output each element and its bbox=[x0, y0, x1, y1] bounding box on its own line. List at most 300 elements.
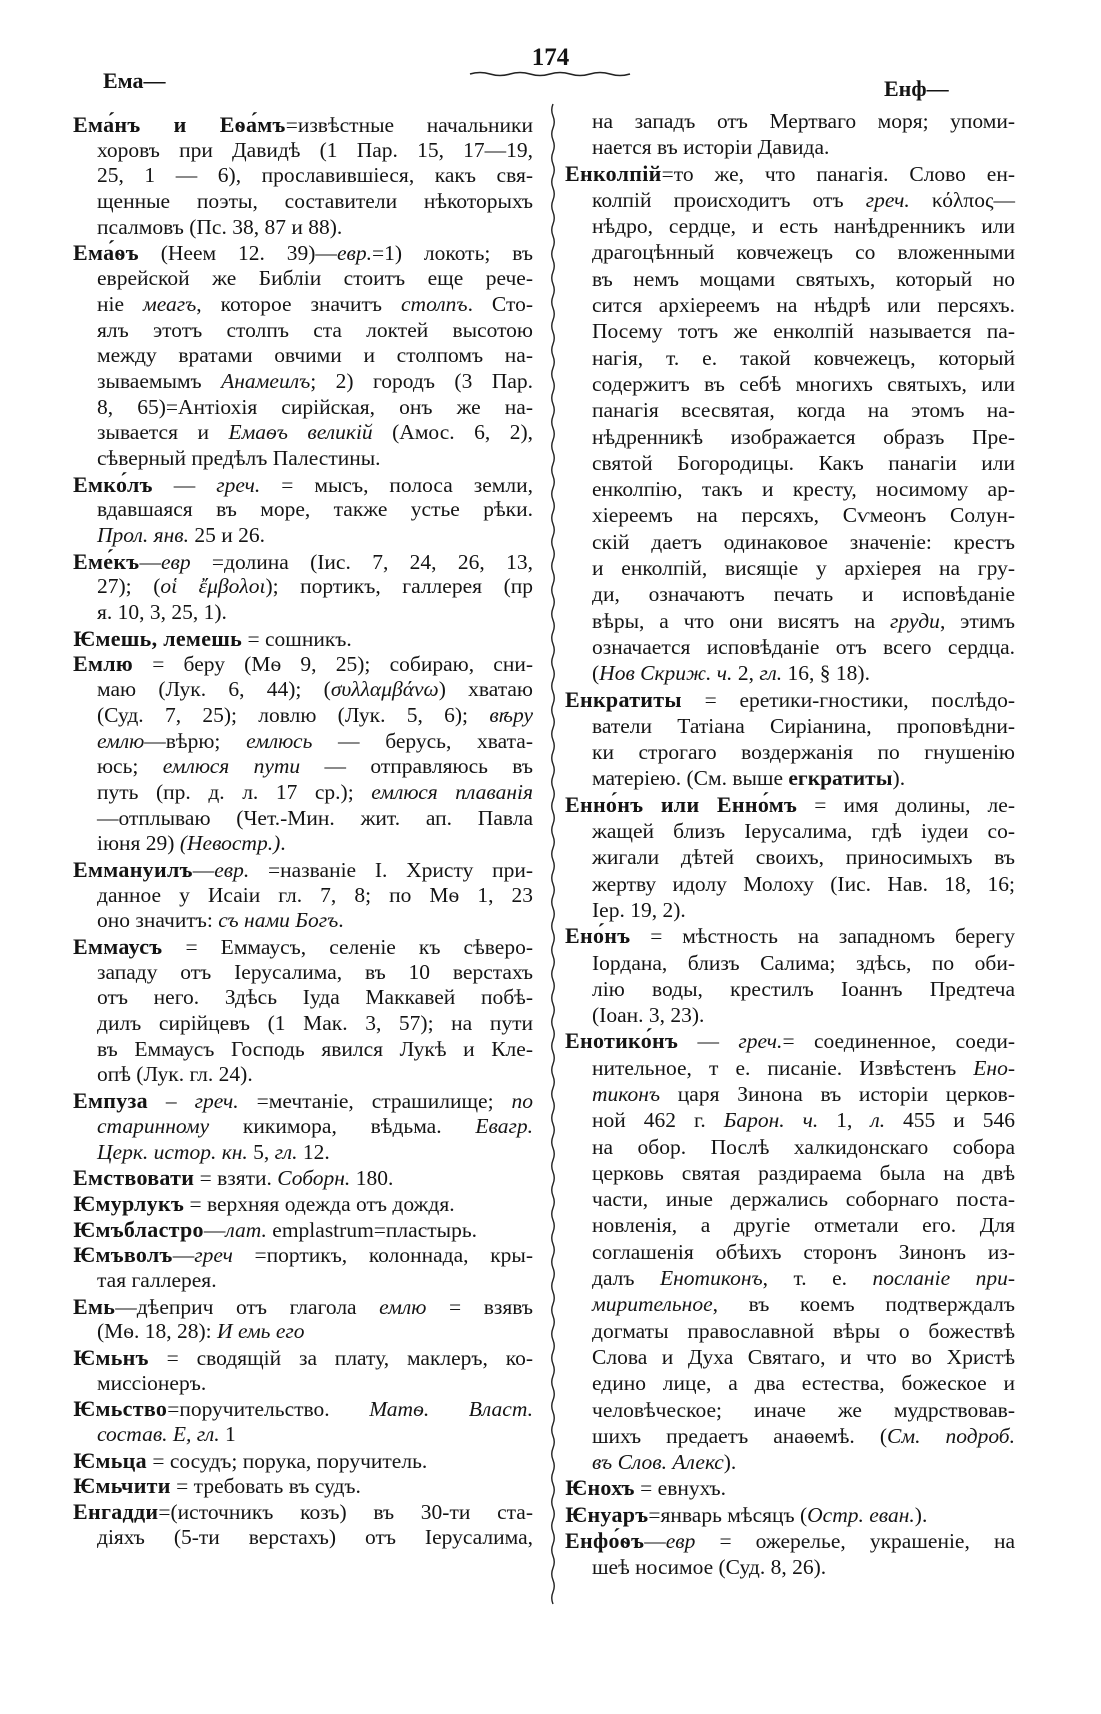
entry-text: въ Еммаусъ Господь явился Лукѣ и Кле- bbox=[97, 1036, 533, 1061]
entry-line bbox=[73, 1448, 533, 1474]
entry-line bbox=[565, 108, 1015, 134]
italic-text: емлюся плаванія bbox=[371, 779, 533, 804]
entry-text: царя Зинона въ исторіи церков- bbox=[660, 1081, 1015, 1106]
italic-text: греч. bbox=[865, 187, 910, 212]
entry-text: зываемымъ bbox=[97, 368, 222, 393]
entry-text: ной 462 г. bbox=[592, 1108, 724, 1133]
entry-text: = сводящій за плату, маклеръ, ко- bbox=[148, 1346, 533, 1370]
entry-text: 27); ( bbox=[97, 574, 161, 599]
dictionary-entry bbox=[73, 857, 533, 934]
entry-line bbox=[565, 266, 1015, 292]
entry-line bbox=[73, 1294, 533, 1320]
entry-text: ). bbox=[892, 766, 906, 791]
entry-text: кикимора, вѣдьма. bbox=[209, 1113, 476, 1138]
entry-text: въ немъ мощами святыхъ, который но bbox=[592, 266, 1015, 291]
entry-text: , въ коемъ подтверждалъ bbox=[712, 1292, 1015, 1317]
entry-line bbox=[565, 1055, 1015, 1081]
entry-line bbox=[565, 1528, 1015, 1554]
entry-line bbox=[565, 1423, 1015, 1449]
entry-text: — bbox=[192, 857, 215, 882]
running-head-left: Ема— bbox=[103, 68, 166, 93]
entry-text: (Суд. 7, 25); ловлю (Лук. 5, 6); bbox=[97, 702, 490, 727]
entry-line bbox=[73, 549, 533, 575]
entry-text: —отплываю (Чет.-Мин. жит. ап. Павла bbox=[97, 805, 533, 830]
entry-text: на западъ отъ Мертваго моря; упоми- bbox=[592, 109, 1015, 133]
headword: Ѥмурлукъ bbox=[73, 1190, 185, 1216]
entry-line bbox=[565, 1212, 1015, 1238]
entry-text: = требовать въ судъ. bbox=[170, 1474, 361, 1499]
entry-text: . Сто- bbox=[467, 291, 533, 316]
entry-line bbox=[73, 138, 533, 164]
entry-text: 180. bbox=[350, 1166, 394, 1191]
entry-text: маю (Лук. 6, 44); ( bbox=[97, 677, 331, 702]
dictionary-entry bbox=[73, 1396, 533, 1447]
entry-line bbox=[73, 343, 533, 369]
entry-text: = взявъ bbox=[426, 1294, 533, 1319]
entry-line bbox=[73, 1268, 533, 1294]
entry-text: ); портикъ, галлерея (пр bbox=[265, 574, 534, 599]
entry-text: =(источникъ козъ) въ 30-ти ста- bbox=[158, 1500, 533, 1525]
entry-text: = беру (Мѳ 9, 25); собираю, сни- bbox=[133, 652, 533, 677]
headword: Еммаусъ bbox=[73, 934, 163, 959]
entry-line bbox=[565, 581, 1015, 607]
entry-text: миссіонеръ. bbox=[97, 1370, 207, 1395]
entry-text: скій даетъ одинаковое значеніе: крестъ bbox=[592, 529, 1015, 554]
entry-text: отъ него. Здѣсь Іуда Маккавей побѣ- bbox=[97, 985, 533, 1010]
entry-text: щенные поэты, составители нѣкоторыхъ bbox=[97, 189, 533, 214]
entry-text: шеѣ носимое (Суд. 8, 26). bbox=[592, 1555, 827, 1580]
entry-line bbox=[73, 780, 533, 806]
entry-text: ватели Татіана Сиріанина, проповѣдни- bbox=[592, 713, 1015, 738]
entry-line bbox=[565, 1370, 1015, 1396]
entry-text: юсь; bbox=[97, 754, 163, 779]
italic-text: Емаѳъ великій bbox=[228, 420, 373, 445]
entry-text: =долина (Іис. 7, 24, 26, 13, bbox=[190, 549, 533, 574]
dictionary-entry bbox=[73, 472, 533, 549]
entry-line bbox=[73, 1242, 533, 1268]
entry-line bbox=[565, 424, 1015, 450]
entry-text: — bbox=[139, 549, 161, 574]
entry-text: ялъ этотъ столпъ ста локтей высотою bbox=[97, 317, 533, 342]
entry-line bbox=[73, 1499, 533, 1525]
entry-line bbox=[565, 1186, 1015, 1212]
entry-text: 1 bbox=[219, 1422, 236, 1447]
entry-line bbox=[73, 985, 533, 1011]
entry-text: — bbox=[203, 1217, 226, 1242]
entry-line bbox=[565, 397, 1015, 423]
italic-text: греч. bbox=[738, 1029, 783, 1054]
entry-line bbox=[565, 345, 1015, 371]
dictionary-entry bbox=[73, 1088, 533, 1165]
entry-line bbox=[73, 1319, 533, 1345]
entry-text: —вѣрю; bbox=[144, 728, 247, 753]
entry-line bbox=[565, 1081, 1015, 1107]
dictionary-entry bbox=[565, 1528, 1015, 1581]
italic-text: посланіе при- bbox=[872, 1266, 1015, 1291]
italic-text: И емь его bbox=[217, 1319, 305, 1344]
entry-line bbox=[565, 239, 1015, 265]
dictionary-entry bbox=[565, 1502, 1015, 1528]
entry-text: ніе bbox=[97, 291, 143, 316]
entry-line bbox=[73, 497, 533, 523]
entry-text: = сосудъ; порука, поручитель. bbox=[146, 1448, 428, 1473]
entry-text: — bbox=[152, 472, 217, 497]
entry-line bbox=[73, 1396, 533, 1422]
italic-text: гл. bbox=[274, 1139, 298, 1164]
headword: Енотико́нъ bbox=[565, 1028, 679, 1054]
entry-line bbox=[73, 1525, 533, 1551]
entry-text: на обор. Послѣ халкидонскаго собора bbox=[592, 1134, 1015, 1159]
entry-line bbox=[565, 608, 1015, 634]
dictionary-entry bbox=[73, 651, 533, 857]
entry-line bbox=[73, 1473, 533, 1499]
entry-text: новленія, а другіе отметали его. Для bbox=[592, 1213, 1015, 1238]
page-number: 174 bbox=[531, 44, 570, 71]
entry-line bbox=[73, 883, 533, 909]
italic-text: Матѳ. Власт. bbox=[369, 1397, 533, 1422]
dictionary-entry bbox=[565, 1475, 1015, 1501]
entry-text: путь (пр. д. л. 17 ср.); bbox=[97, 779, 372, 804]
entry-text: нагія, т. е. такой ковчежецъ, который bbox=[592, 345, 1015, 370]
italic-text: груди bbox=[889, 608, 940, 633]
italic-text: по bbox=[511, 1089, 533, 1114]
headword: Енгадди bbox=[73, 1499, 159, 1525]
dictionary-entry bbox=[73, 1242, 533, 1293]
dictionary-entry bbox=[73, 1448, 533, 1474]
headword: Емко́лъ bbox=[73, 471, 153, 497]
entry-text: драгоцѣнный ковчежецъ со вложенными bbox=[592, 240, 1015, 265]
entry-text: – bbox=[147, 1089, 195, 1114]
entry-line bbox=[73, 1345, 533, 1371]
entry-text: едино лице, а два естества, божеское и bbox=[592, 1371, 1015, 1396]
italic-text: Енотиконъ bbox=[660, 1266, 763, 1291]
entry-text: нѣдренникѣ изображается образъ Пре- bbox=[592, 424, 1015, 449]
entry-line bbox=[565, 1318, 1015, 1344]
entry-text: 5, bbox=[247, 1139, 275, 1164]
entry-line bbox=[73, 1165, 533, 1191]
entry-text: — bbox=[172, 1243, 195, 1268]
entry-line bbox=[73, 240, 533, 266]
entry-line bbox=[565, 687, 1015, 713]
entry-line bbox=[73, 420, 533, 446]
italic-text: Нов Скриж. ч. bbox=[599, 661, 733, 686]
dictionary-entry bbox=[73, 934, 533, 1088]
entry-text: ). bbox=[723, 1450, 737, 1475]
entry-text: содержитъ въ себѣ многихъ святыхъ, или bbox=[592, 371, 1015, 396]
entry-line bbox=[73, 806, 533, 832]
entry-line bbox=[565, 923, 1015, 949]
entry-line bbox=[73, 369, 533, 395]
entry-text: тая галлерея. bbox=[97, 1267, 217, 1292]
headword: Енфо́ѳъ bbox=[565, 1528, 645, 1554]
entry-text: (Мѳ. 18, 28): bbox=[97, 1319, 218, 1344]
entry-text: матеріею. (См. выше bbox=[592, 766, 789, 791]
entry-text: Іордана, близъ Салима; здѣсь, по оби- bbox=[592, 950, 1015, 975]
italic-text: старинному bbox=[97, 1113, 210, 1138]
entry-line bbox=[565, 1502, 1015, 1528]
entry-text: — отправляюсь въ bbox=[300, 754, 533, 779]
italic-text: Прол. янв. bbox=[97, 523, 189, 547]
entry-text: = ожерелье, украшеніе, на bbox=[695, 1529, 1015, 1554]
entry-text: Слова и Духа Святаго, и что во Христѣ bbox=[592, 1344, 1015, 1369]
entry-text: , этимъ bbox=[939, 608, 1015, 633]
entry-text: церковь святая раздираема была на двѣ bbox=[592, 1160, 1015, 1185]
entry-text: (Неем 12. 39)— bbox=[138, 241, 337, 266]
entry-text: ; 2) городъ (3 Пар. bbox=[310, 368, 533, 393]
entry-line bbox=[565, 976, 1015, 1002]
italic-text: греч. bbox=[216, 472, 261, 497]
entry-line bbox=[565, 1107, 1015, 1133]
entry-line bbox=[565, 187, 1015, 213]
entry-text: ки строгаго воздержанія по гнушенію bbox=[592, 740, 1015, 765]
italic-text: συλλαμβάνω bbox=[330, 677, 439, 702]
entry-line bbox=[565, 318, 1015, 344]
entry-text: сится архіереемъ на нѣдрѣ или персяхъ. bbox=[592, 293, 1015, 318]
entry-text: данное у Исаіи гл. 7, 8; по Мѳ 1, 23 bbox=[97, 882, 533, 907]
entry-line bbox=[73, 1217, 533, 1243]
dictionary-entry bbox=[565, 108, 1015, 161]
entry-text: человѣческое; иначе же мудрствовав- bbox=[592, 1397, 1015, 1422]
headword: Еме́къ bbox=[73, 548, 140, 574]
entry-line bbox=[73, 857, 533, 883]
entry-line bbox=[565, 450, 1015, 476]
headword: Емь bbox=[73, 1293, 116, 1319]
page-number-wavy-rule bbox=[470, 70, 630, 78]
entry-text: шихъ предаетъ анаѳемѣ. ( bbox=[592, 1423, 888, 1448]
entry-text: = мѣстность на западномъ берегу bbox=[630, 924, 1015, 949]
entry-line bbox=[565, 213, 1015, 239]
entry-line bbox=[565, 634, 1015, 660]
italic-text: состав. Е, гл. bbox=[97, 1422, 220, 1447]
entry-text: 25 и 26. bbox=[188, 523, 265, 547]
headword: Ѥмьнъ bbox=[73, 1345, 149, 1370]
entry-text: еврейской же Библіи стоитъ еще рече- bbox=[97, 266, 533, 291]
entry-text: (Іоан. 3, 23). bbox=[592, 1003, 705, 1028]
entry-text: нается въ исторіи Давида. bbox=[592, 135, 830, 160]
entry-text: хіереемъ на персяхъ, Сѵмеонъ Солун- bbox=[592, 503, 1015, 528]
italic-text: емлю bbox=[379, 1294, 427, 1319]
entry-line bbox=[73, 163, 533, 189]
entry-line bbox=[73, 1191, 533, 1217]
italic-text: лат. bbox=[225, 1217, 267, 1242]
entry-line bbox=[73, 729, 533, 755]
entry-line bbox=[565, 844, 1015, 870]
italic-text: См. подроб. bbox=[887, 1423, 1015, 1448]
italic-text: евр bbox=[665, 1529, 696, 1554]
entry-line bbox=[73, 754, 533, 780]
entry-text: — bbox=[678, 1029, 739, 1054]
entry-line bbox=[73, 1140, 533, 1166]
italic-text: евр bbox=[160, 549, 191, 574]
entry-text: діяхъ (5-ти верстахъ) отъ Іерусалима, bbox=[97, 1524, 533, 1549]
entry-text: 8, 65)=Антіохія сирійская, онъ же на- bbox=[97, 394, 533, 419]
entry-line bbox=[565, 529, 1015, 555]
headword: Ѥмъволъ bbox=[73, 1242, 173, 1268]
entry-text: западу отъ Іерусалима, въ 10 верстахъ bbox=[97, 959, 533, 984]
italic-text: Ено- bbox=[973, 1055, 1015, 1080]
running-head-right: Енф— bbox=[884, 76, 949, 101]
entry-text: между вратами овчими и столпомъ на- bbox=[97, 343, 533, 368]
dictionary-entry bbox=[73, 1473, 533, 1499]
headword: Ено́нъ bbox=[565, 923, 631, 949]
entry-text: = имя долины, ле- bbox=[797, 792, 1015, 817]
dictionary-entry bbox=[565, 923, 1015, 1028]
entry-line bbox=[73, 831, 533, 857]
entry-text: ( bbox=[592, 661, 600, 686]
entry-text: = взяти. bbox=[194, 1166, 278, 1191]
dictionary-entry bbox=[73, 1294, 533, 1345]
entry-text: части, иные держались соборнаго поста- bbox=[592, 1187, 1015, 1212]
entry-text: =1) локоть; въ bbox=[371, 241, 533, 266]
dictionary-entry bbox=[565, 1028, 1015, 1475]
headword: Ѥнохъ bbox=[565, 1475, 635, 1501]
headword: Ема́нъ и Еѳа́мъ bbox=[73, 112, 286, 137]
headword: Еммануилъ bbox=[73, 856, 193, 882]
entry-line bbox=[565, 476, 1015, 502]
entry-text: — bbox=[644, 1529, 666, 1554]
dictionary-entry bbox=[73, 240, 533, 471]
entry-text: колпій происходитъ отъ bbox=[592, 187, 866, 212]
entry-line bbox=[73, 1037, 533, 1063]
entry-text: Посему тотъ же енколпій называется па- bbox=[592, 319, 1015, 344]
entry-line bbox=[73, 292, 533, 318]
entry-line bbox=[73, 908, 533, 934]
italic-text: евр. bbox=[214, 857, 250, 882]
headword: Ѥмьца bbox=[73, 1447, 147, 1473]
entry-line bbox=[565, 1002, 1015, 1028]
entry-text: Іер. 19, 2). bbox=[592, 897, 686, 922]
entry-text: ) хватаю bbox=[438, 677, 533, 702]
entry-line bbox=[565, 1554, 1015, 1580]
entry-line bbox=[73, 651, 533, 677]
entry-text: далъ bbox=[592, 1266, 660, 1291]
entry-line bbox=[565, 1134, 1015, 1160]
italic-text: Евагр. bbox=[475, 1113, 533, 1138]
entry-text: ). bbox=[914, 1502, 928, 1527]
entry-text: =январь мѣсяцъ ( bbox=[648, 1502, 808, 1527]
entry-line bbox=[73, 1062, 533, 1088]
entry-line bbox=[565, 1291, 1015, 1317]
italic-text: емлюсь bbox=[246, 728, 313, 753]
entry-text: догматы православной вѣры о божествѣ bbox=[592, 1318, 1015, 1343]
entry-text: жащей близъ Іерусалима, гдѣ іудеи со- bbox=[592, 819, 1015, 844]
dictionary-entry bbox=[73, 1217, 533, 1243]
dictionary-entry bbox=[565, 161, 1015, 687]
entry-text: . bbox=[338, 908, 344, 933]
dictionary-entry bbox=[565, 687, 1015, 792]
entry-text: = еретики-гностики, послѣдо- bbox=[681, 687, 1015, 712]
italic-text: емлюся пути bbox=[162, 754, 301, 779]
entry-line bbox=[565, 1160, 1015, 1186]
italic-text: евр. bbox=[336, 241, 372, 266]
entry-text: 455 и 546 bbox=[885, 1108, 1015, 1133]
entry-line bbox=[73, 215, 533, 241]
entry-text: =портикъ, колоннада, кры- bbox=[232, 1243, 533, 1268]
entry-text: нительное, т е. писаніе. Извѣстенъ bbox=[592, 1055, 974, 1080]
italic-text: οἱ ἔμβολοι bbox=[160, 574, 266, 599]
headword: Емствовати bbox=[73, 1165, 195, 1191]
entry-line bbox=[73, 112, 533, 138]
entry-text: хоровъ при Давидѣ (1 Пар. 15, 17—19, bbox=[97, 137, 533, 162]
headword: Емлю bbox=[73, 651, 134, 677]
italic-text: гл. bbox=[759, 661, 783, 686]
headword: Емпуза bbox=[73, 1088, 148, 1114]
entry-line bbox=[73, 1114, 533, 1140]
italic-text: мирительное bbox=[592, 1292, 713, 1317]
entry-text: святой Богородицы. Какъ панагіи или bbox=[592, 450, 1015, 475]
entry-line bbox=[565, 1397, 1015, 1423]
entry-line bbox=[73, 574, 533, 600]
column-divider-wavy-rule bbox=[548, 104, 558, 1594]
entry-line bbox=[565, 950, 1015, 976]
italic-text: Соборн. bbox=[277, 1166, 351, 1191]
entry-text: κόλπος— bbox=[909, 187, 1015, 212]
dictionary-entry bbox=[73, 1165, 533, 1191]
italic-text: съ нами Богъ bbox=[218, 908, 339, 933]
entry-text: —дѣеприч отъ глагола bbox=[115, 1294, 380, 1319]
entry-text: 25, 1 — 6), прославившіеся, какъ свя- bbox=[97, 163, 533, 188]
italic-text: л. bbox=[870, 1108, 886, 1133]
left-column bbox=[73, 112, 533, 1551]
entry-line bbox=[565, 897, 1015, 923]
entry-text: оно значитъ: bbox=[97, 908, 219, 933]
headword: Ѥнуаръ bbox=[565, 1501, 649, 1527]
italic-text: греч bbox=[194, 1243, 233, 1268]
italic-text: Анамеилъ bbox=[221, 368, 311, 393]
entry-line bbox=[73, 189, 533, 215]
italic-text: Барон. ч. bbox=[723, 1108, 819, 1133]
entry-line bbox=[73, 1422, 533, 1448]
entry-line bbox=[73, 446, 533, 472]
italic-text: (Невостр.) bbox=[179, 831, 281, 856]
entry-text: и енколпій, висящіе у архіерея на гру- bbox=[592, 556, 1015, 581]
entry-text: (Амос. 6, 2), bbox=[372, 420, 533, 445]
right-column bbox=[565, 108, 1015, 1581]
entry-text: я. 10, 3, 25, 1). bbox=[97, 600, 227, 625]
entry-text: = Еммаусъ, селеніе къ сѣверо- bbox=[162, 935, 533, 959]
entry-text: 12. bbox=[297, 1139, 330, 1164]
entry-text: = верхняя одежда отъ дождя. bbox=[184, 1191, 455, 1216]
entry-text: 16, § 18). bbox=[782, 661, 870, 686]
entry-line bbox=[565, 818, 1015, 844]
headword: Ѥмъбластро bbox=[73, 1216, 204, 1242]
entry-text: = сошникъ. bbox=[242, 626, 352, 651]
entry-text: сѣверный предѣлъ Палестины. bbox=[97, 445, 381, 470]
entry-text: псалмовъ (Пс. 38, 87 и 88). bbox=[97, 214, 343, 239]
entry-line bbox=[565, 765, 1015, 791]
entry-text: дилъ сирійцевъ (1 Мак. 3, 57); на пути bbox=[97, 1011, 533, 1036]
headword: Енкратиты bbox=[565, 686, 682, 712]
italic-text: емлю bbox=[97, 728, 145, 753]
entry-line bbox=[565, 871, 1015, 897]
dictionary-entry bbox=[565, 792, 1015, 923]
entry-text: енколпію, такъ и кресту, носимому ар- bbox=[592, 477, 1015, 502]
entry-text: зывается и bbox=[97, 420, 229, 445]
entry-line bbox=[73, 523, 533, 549]
headword: Ема́ѳъ bbox=[73, 240, 139, 266]
entry-line bbox=[565, 555, 1015, 581]
entry-line bbox=[73, 600, 533, 626]
entry-line bbox=[565, 660, 1015, 686]
dictionary-entry bbox=[73, 626, 533, 652]
entry-line bbox=[73, 395, 533, 421]
entry-line bbox=[73, 960, 533, 986]
bold-text: егкратиты bbox=[788, 766, 893, 791]
italic-text: греч. bbox=[194, 1089, 239, 1114]
entry-text: вдавшаяся въ море, также устье рѣки. bbox=[97, 497, 533, 522]
entry-line bbox=[73, 318, 533, 344]
entry-line bbox=[565, 134, 1015, 160]
